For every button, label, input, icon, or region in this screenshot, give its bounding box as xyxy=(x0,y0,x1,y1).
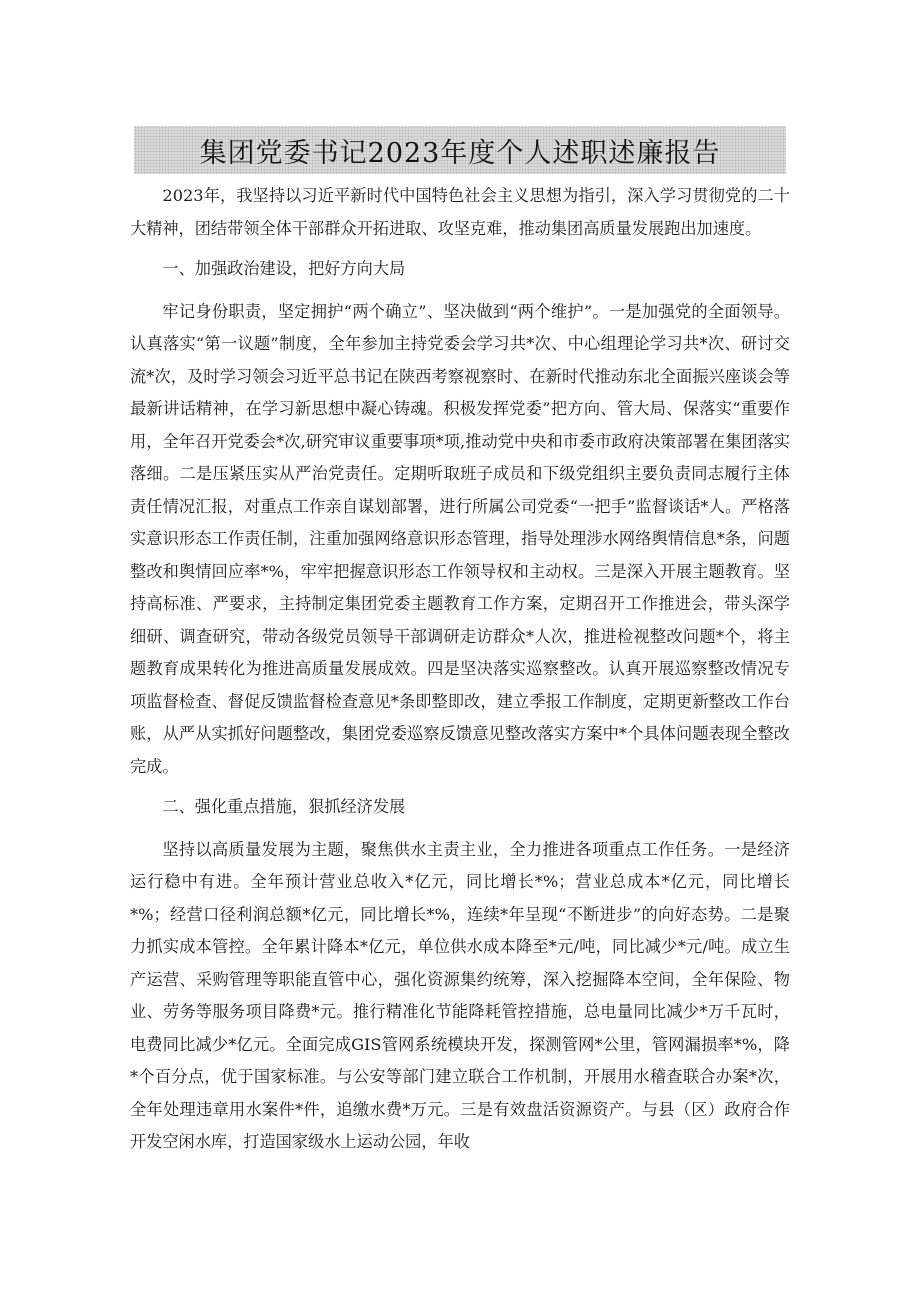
intro-paragraph: 2023年，我坚持以习近平新时代中国特色社会主义思想为指引，深入学习贯彻党的二十大精神，团结带领全体干部群众开拓进取、攻坚克难，推动集团高质量发展跑出加速度。 xyxy=(130,186,790,238)
section-2-paragraph: 坚持以高质量发展为主题，聚焦供水主责主业，全力推进各项重点工作任务。一是经济运行稳中有进。全年预计营业总收入*亿元，同比增长*%；营业总成本*亿元，同比增长*%；经营口径利润总额*亿元，同比增长*%，连续*年呈现“不断进步”的向好态势。二是聚力抓实成本管控。全年累计降本*亿元，单位供水成本降至*元/吨，同比减少*元/吨。成立生产运营、采购管理等职能直管中心，强化资源集约统筹，深入挖掘降本空间，全年保险、物业、劳务等服务项目降费*元。推行精准化节能降耗管控措施，总电量同比减少*万千瓦时，电费同比减少*亿元。全面完成GIS管网系统模块开发，探测管网*公里，管网漏损率*%，降*个百分点，优于国家标准。与公安等部门建立联合工作机制，开展用水稽查联合办案*次，全年处理违章用水案件*件，追缴水费*万元。三是有效盘活资源资产。与县（区）政府合作开发空闲水库，打造国家级水上运动公园，年收 xyxy=(130,839,790,1151)
section-heading-2: 二、强化重点措施，狠抓经济发展 xyxy=(162,797,406,816)
section-heading-1: 一、加强政治建设，把好方向大局 xyxy=(162,259,406,278)
document-body xyxy=(130,180,790,1159)
section-1-paragraph: 牢记身份职责，坚定拥护“两个确立”、坚决做到“两个维护”。一是加强党的全面领导。认真落实“第一议题”制度，全年参加主持党委会学习共*次、中心组理论学习共*次、研讨交流*次，及时学习领会习近平总书记在陕西考察视察时、在新时代推动东北全面振兴座谈会等最新讲话精神，在学习新思想中凝心铸魂。积极发挥党委”把方向、管大局、保落实“重要作用，全年召开党委会*次,研究审议重要事项*项,推动党中央和市委市政府决策部署在集团落实落细。二是压紧压实从严治党责任。定期听取班子成员和下级党组织主要负责同志履行主体责任情况汇报，对重点工作亲自谋划部署，进行所属公司党委“一把手”监督谈话*人。严格落实意识形态工作责任制，注重加强网络意识形态管理，指导处理涉水网络舆情信息*条，问题整改和舆情回应率*%，牢牢把握意识形态工作领导权和主动权。三是深入开展主题教育。坚持高标准、严要求，主持制定集团党委主题教育工作方案，定期召开工作推进会，带头深学细研、调查研究，带动各级党员领导干部调研走访群众*人次，推进检视整改问题*个，将主题教育成果转化为推进高质量发展成效。四是坚决落实巡察整改。认真开展巡察整改情况专项监督检查、督促反馈监督检查意见*条即整即改，建立季报工作制度，定期更新整改工作台账，从严从实抓好问题整改，集团党委巡察反馈意见整改落实方案中*个具体问题表现全整改完成。 xyxy=(130,301,790,776)
document-title: 集团党委书记2023年度个人述职述廉报告 xyxy=(199,137,721,169)
title-banner xyxy=(134,126,786,174)
